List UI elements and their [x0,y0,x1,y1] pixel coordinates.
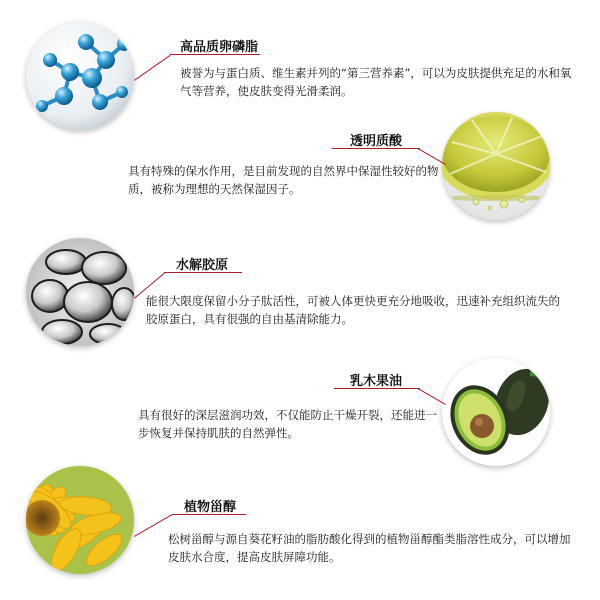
item-description: 能很大限度保留小分子肽活性，可被人体更快更充分地吸收，迅速补充组织流失的胶原蛋白，具有很强的自由基清除能力。 [146,294,560,326]
item-title: 透明质酸 [350,134,403,149]
lemon-slice-icon [442,112,550,220]
item-title: 乳木果油 [350,374,403,389]
connector-line [418,388,446,405]
connector-line [134,55,171,81]
item-description: 被誉为与蛋白质、维生素并列的“第三营养素”，可以为皮肤提供充足的水和氧气等营养，使皮肤变得光滑柔润。 [180,66,572,98]
bubbles-icon [26,238,134,346]
item-title: 植物甾醇 [184,500,237,515]
sunflower-icon [26,466,134,574]
connector-line [134,514,173,537]
item-description: 具有很好的深层滋润功效，不仅能防止干燥开裂，还能进一步恢复并保持肌肤的自然弹性。 [138,408,437,440]
item-description: 松树甾醇与源自葵花籽油的脂肪酸化得到的植物甾醇酯类脂溶性成分，可以增加皮肤水合度，提高皮肤屏障功能。 [168,532,571,564]
item-title: 高品质卵磷脂 [180,40,259,55]
avocado-icon [442,358,550,466]
item-title: 水解胶原 [176,258,229,273]
molecule-icon [26,22,134,130]
item-description: 具有特殊的保水作用，是目前发现的自然界中保湿性较好的物质，被称为理想的天然保湿因子。 [128,164,439,196]
